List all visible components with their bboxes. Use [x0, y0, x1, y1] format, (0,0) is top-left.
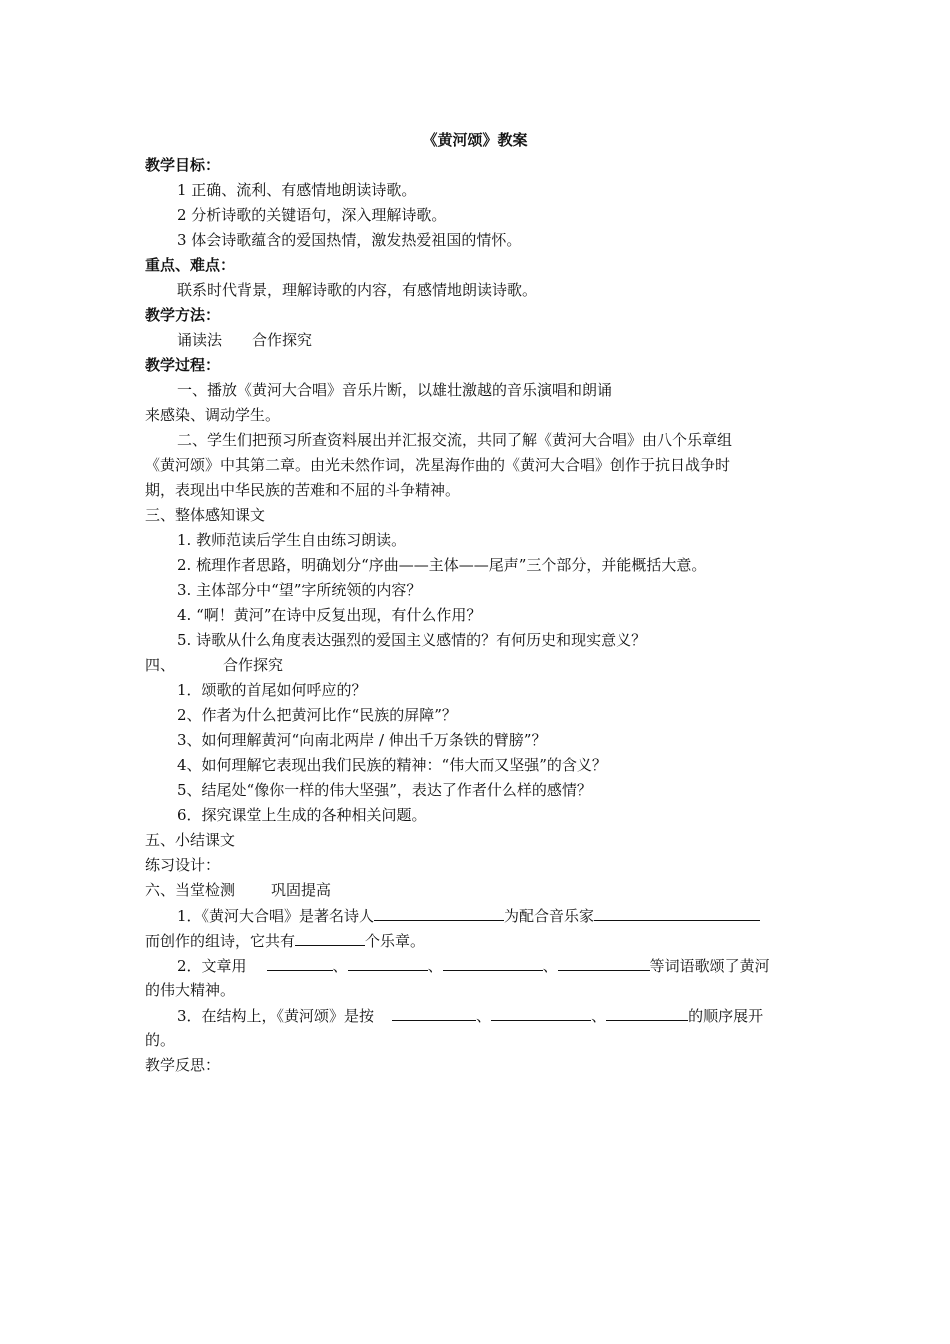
step6-heading	[145, 880, 807, 900]
answer-blank	[348, 955, 428, 971]
question-1-text: 而创作的组诗，它共有	[145, 932, 296, 950]
question-1	[177, 905, 807, 926]
step6-title: 六、当堂检测	[145, 881, 236, 899]
objective-item: 2 分析诗歌的关键语句，深入理解诗歌。	[177, 206, 447, 224]
question-2-text: 、	[542, 957, 558, 975]
methods-line	[177, 330, 807, 350]
step4-item: 5、结尾处“像你一样的伟大坚强”，表达了作者什么样的感情？	[177, 781, 592, 799]
step4-item: 3、如何理解黄河“向南北两岸 / 伸出千万条铁的臂膀”？	[177, 731, 547, 749]
answer-blank	[443, 955, 543, 971]
question-1-text: 个乐章。	[365, 932, 426, 950]
reflection-heading: 教学反思：	[145, 1056, 221, 1074]
step5-heading: 五、小结课文	[145, 831, 236, 849]
process-step1: 一、播放《黄河大合唱》音乐片断，以雄壮激越的音乐演唱和朗诵	[177, 381, 613, 399]
process-step2-cont: 期，表现出中华民族的苦难和不屈的斗争精神。	[145, 481, 461, 499]
answer-blank	[295, 930, 365, 946]
step3-item: 4. “啊！黄河”在诗中反复出现，有什么作用？	[177, 606, 482, 624]
step3-item: 1. 教师范读后学生自由练习朗读。	[177, 531, 407, 549]
process-heading: 教学过程：	[145, 356, 221, 374]
question-3-text: 的顺序展开	[688, 1007, 764, 1025]
question-3-text: 、	[591, 1007, 607, 1025]
answer-blank	[491, 1005, 591, 1021]
answer-blank	[267, 955, 333, 971]
question-3	[177, 1005, 807, 1026]
keypoints-heading: 重点、难点：	[145, 256, 236, 274]
method-cooperation: 合作探究	[252, 331, 313, 349]
question-1-cont	[145, 930, 807, 951]
question-2-text: 、	[427, 957, 443, 975]
step3-item: 2. 梳理作者思路，明确划分“序曲——主体——尾声”三个部分，并能概括大意。	[177, 556, 707, 574]
objectives-heading: 教学目标：	[145, 156, 221, 174]
step4-number: 四、	[145, 656, 176, 674]
answer-blank	[594, 905, 760, 921]
step6-subtitle: 巩固提高	[271, 881, 332, 899]
step3-heading: 三、整体感知课文	[145, 506, 266, 524]
question-3-cont: 的。	[145, 1031, 176, 1049]
method-reading: 诵读法	[177, 331, 223, 349]
exercise-heading: 练习设计：	[145, 856, 221, 874]
step4-item: 4、如何理解它表现出我们民族的精神：“伟大而又坚强”的含义？	[177, 756, 607, 774]
step4-item: 1．颂歌的首尾如何呼应的？	[177, 681, 367, 699]
answer-blank	[558, 955, 650, 971]
question-2-text: 等词语歌颂了黄河	[649, 957, 770, 975]
step4-title: 合作探究	[223, 656, 284, 674]
question-3-text: 、	[476, 1007, 492, 1025]
question-2-text: 2．文章用	[177, 957, 247, 975]
answer-blank	[374, 905, 504, 921]
document-title: 《黄河颂》教案	[422, 131, 528, 149]
step3-item: 3. 主体部分中“望”字所统领的内容？	[177, 581, 422, 599]
keypoints-text: 联系时代背景，理解诗歌的内容，有感情地朗读诗歌。	[177, 281, 538, 299]
answer-blank	[606, 1005, 688, 1021]
objective-item: 1 正确、流利、有感情地朗读诗歌。	[177, 181, 417, 199]
objective-item: 3 体会诗歌蕴含的爱国热情，激发热爱祖国的情怀。	[177, 231, 522, 249]
process-step2: 二、学生们把预习所查资料展出并汇报交流，共同了解《黄河大合唱》由八个乐章组	[177, 431, 733, 449]
process-step1-cont: 来感染、调动学生。	[145, 406, 281, 424]
process-step2-cont: 《黄河颂》中其第二章。由光未然作词，冼星海作曲的《黄河大合唱》创作于抗日战争时	[145, 456, 731, 474]
question-3-text: 3．在结构上，《黄河颂》是按	[177, 1007, 375, 1025]
methods-heading: 教学方法：	[145, 306, 221, 324]
question-2-text: 、	[332, 957, 348, 975]
step3-item: 5. 诗歌从什么角度表达强烈的爱国主义感情的？有何历史和现实意义？	[177, 631, 647, 649]
question-2	[177, 955, 807, 976]
question-2-cont: 的伟大精神。	[145, 981, 236, 999]
step4-item: 2、作者为什么把黄河比作“民族的屏障”？	[177, 706, 457, 724]
question-1-text: 1．《黄河大合唱》是著名诗人	[177, 907, 375, 925]
question-1-text: 为配合音乐家	[504, 907, 595, 925]
step4-heading	[145, 655, 807, 675]
answer-blank	[392, 1005, 476, 1021]
step4-item: 6．探究课堂上生成的各种相关问题。	[177, 806, 427, 824]
